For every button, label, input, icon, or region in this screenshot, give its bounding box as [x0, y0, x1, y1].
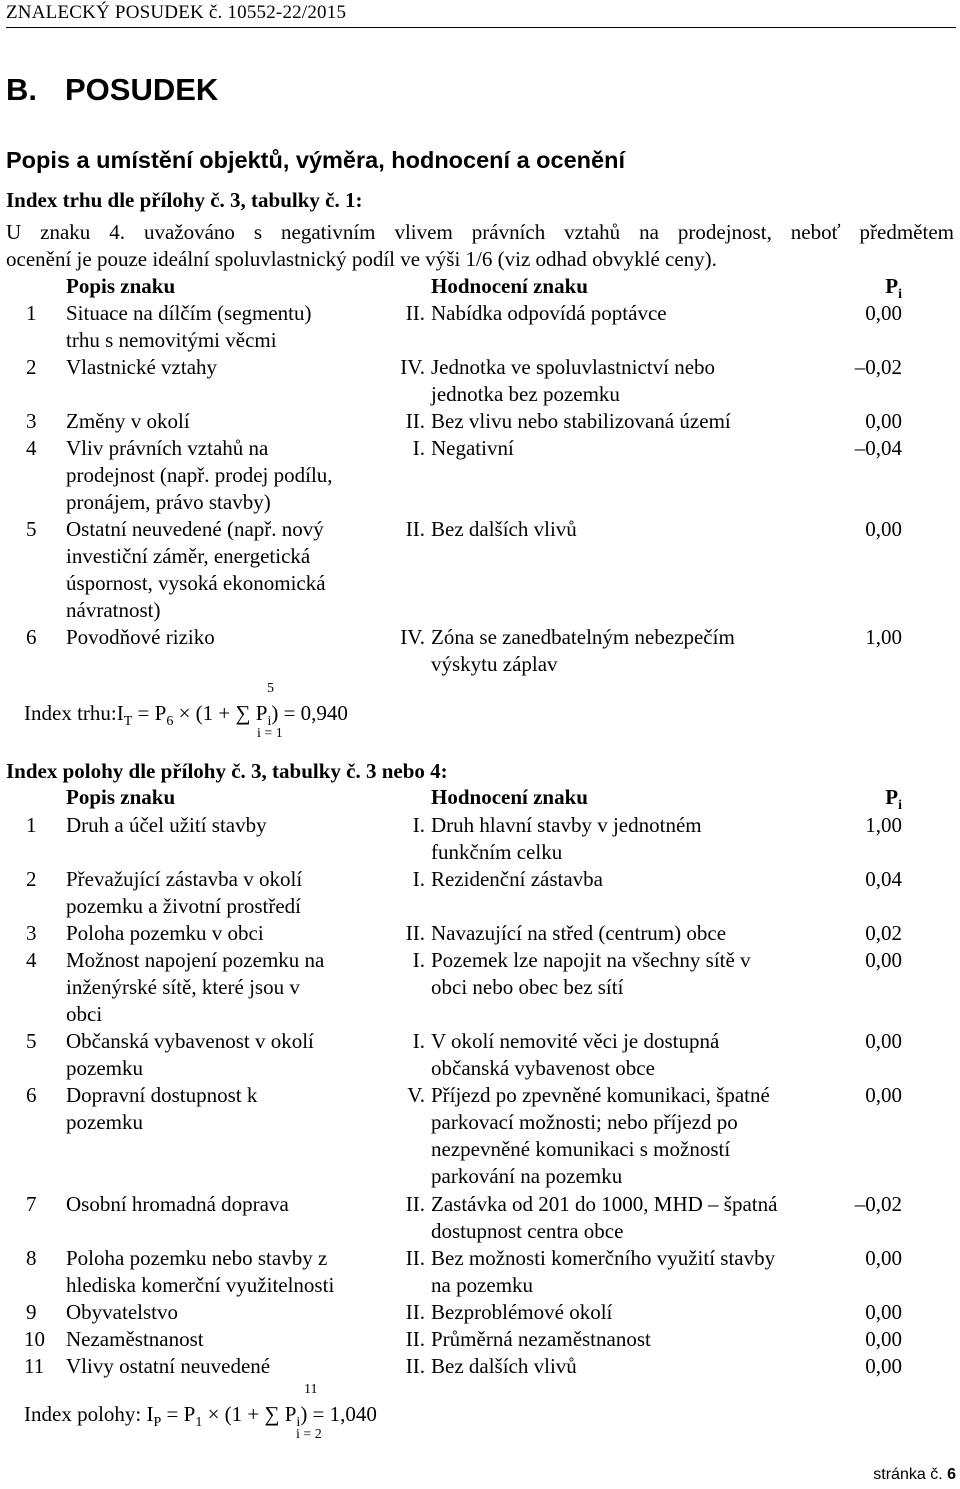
row-grade: I.	[412, 813, 425, 837]
row-evaluation: Jednotka ve spoluvlastnictví nebo jednotka bez pozemku	[431, 355, 716, 406]
sigma-symbol: ∑	[264, 1402, 280, 1426]
formula-label: Index polohy: I	[24, 1402, 154, 1426]
row-number: 1	[26, 813, 37, 837]
row-evaluation: Bez dalších vlivů	[431, 1354, 577, 1378]
row-number: 8	[26, 1246, 37, 1270]
row-value: 0,00	[865, 1083, 902, 1107]
row-description: Poloha pozemku v obci	[66, 921, 264, 945]
row-evaluation: V okolí nemovité věci je dostupná občanská vybavenost obce	[431, 1029, 720, 1080]
row-description: Povodňové riziko	[66, 625, 215, 649]
column-header-evaluation: Hodnocení znaku	[431, 274, 588, 298]
row-value: 1,00	[865, 813, 902, 837]
row-value: 0,00	[865, 517, 902, 541]
row-grade: II.	[405, 921, 425, 945]
row-evaluation: Nabídka odpovídá poptávce	[431, 301, 667, 325]
row-grade: II.	[405, 1246, 425, 1270]
row-evaluation: Rezidenční zástavba	[431, 867, 603, 891]
market-index-note	[6, 219, 954, 273]
column-header-p: $P_i$	[885, 785, 902, 814]
sum-lower-limit: i = 1	[257, 726, 283, 741]
row-number: 4	[26, 436, 37, 460]
row-number: 10	[24, 1327, 45, 1351]
row-grade: IV.	[400, 355, 425, 379]
formula-sub: i	[267, 714, 272, 730]
header-divider	[6, 27, 956, 28]
row-value: 0,00	[865, 409, 902, 433]
row-evaluation: Zastávka od 201 do 1000, MHD – špatná dostupnost centra obce	[431, 1192, 778, 1243]
row-description: Obyvatelstvo	[66, 1300, 178, 1324]
row-description: Možnost napojení pozemku na inženýrské sítě, které jsou v obci	[66, 948, 325, 1026]
row-description: Poloha pozemku nebo stavby z hlediska komerční využitelnosti	[66, 1246, 335, 1297]
row-description: Osobní hromadná doprava	[66, 1192, 289, 1216]
row-grade: II.	[405, 1354, 425, 1378]
formula-label-sub: P	[153, 1415, 162, 1431]
row-number: 2	[26, 355, 37, 379]
row-value: 0,00	[865, 1246, 902, 1270]
formula-part: = P	[161, 1402, 196, 1426]
formula-sub: 6	[166, 714, 174, 730]
row-value: –0,02	[854, 1192, 902, 1216]
row-value: –0,04	[854, 436, 902, 460]
row-evaluation: Druh hlavní stavby v jednotném funkčním celku	[431, 813, 702, 864]
market-index-formula	[24, 701, 348, 730]
row-number: 1	[26, 301, 37, 325]
row-value: –0,02	[854, 355, 902, 379]
page-label: stránka č.	[873, 1466, 943, 1483]
row-value: 0,00	[865, 1300, 902, 1324]
row-value: 0,04	[865, 867, 902, 891]
row-value: 0,00	[865, 1327, 902, 1351]
row-value: 0,02	[865, 921, 902, 945]
row-number: 6	[26, 1083, 37, 1107]
row-description: Vlastnické vztahy	[66, 355, 218, 379]
row-grade: I.	[412, 1029, 425, 1053]
row-evaluation: Příjezd po zpevněné komunikaci, špatné parkovací možnosti; nebo příjezd po nezpevněné komunikaci s možností parkování na pozemku	[431, 1083, 770, 1188]
row-value: 0,00	[865, 1354, 902, 1378]
row-grade: IV.	[400, 625, 425, 649]
sum-upper-limit: 5	[267, 681, 274, 696]
row-evaluation: Bezproblémové okolí	[431, 1300, 613, 1324]
row-grade: II.	[405, 409, 425, 433]
market-index-note-line-1: U znaku 4. uvažováno s negativním vlivem právních vztahů na prodejnost, neboť předmětem	[6, 220, 954, 244]
sum-upper-limit: 11	[304, 1382, 318, 1397]
row-number: 4	[26, 948, 37, 972]
row-number: 7	[26, 1192, 37, 1216]
market-index-heading: Index trhu dle přílohy č. 3, tabulky č. 1:	[6, 188, 363, 212]
row-evaluation: Pozemek lze napojit na všechny sítě v obci nebo obec bez sítí	[431, 948, 751, 999]
row-number: 9	[26, 1300, 37, 1324]
row-evaluation: Zóna se zanedbatelným nebezpečím výskytu záplav	[431, 625, 735, 676]
row-description: Dopravní dostupnost k pozemku	[66, 1083, 258, 1134]
row-evaluation: Bez možnosti komerčního využití stavby na pozemku	[431, 1246, 776, 1297]
sigma-symbol: ∑	[235, 701, 251, 725]
row-value: 0,00	[865, 1029, 902, 1053]
row-description: Změny v okolí	[66, 409, 190, 433]
row-description: Druh a účel užití stavby	[66, 813, 267, 837]
row-grade: II.	[405, 517, 425, 541]
location-index-heading: Index polohy dle přílohy č. 3, tabulky č. 3 nebo 4:	[6, 759, 448, 783]
formula-part: × (1 +	[173, 701, 236, 725]
row-description: Vlivy ostatní neuvedené	[66, 1354, 271, 1378]
page-number: 6	[947, 1466, 956, 1483]
column-header-description: Popis znaku	[66, 274, 176, 298]
row-number: 3	[26, 409, 37, 433]
formula-result: ) = 0,940	[271, 701, 348, 725]
formula-result: ) = 1,040	[300, 1402, 377, 1426]
row-evaluation: Bez vlivu nebo stabilizovaná území	[431, 409, 731, 433]
formula-sub: i	[296, 1415, 301, 1431]
row-evaluation: Průměrná nezaměstnanost	[431, 1327, 651, 1351]
page-subtitle: Popis a umístění objektů, výměra, hodnocení a ocenění	[6, 147, 625, 173]
row-evaluation: Negativní	[431, 436, 514, 460]
section-heading	[6, 72, 218, 108]
row-grade: I.	[412, 436, 425, 460]
row-description: Převažující zástavba v okolí pozemku a životní prostředí	[66, 867, 303, 918]
row-number: 3	[26, 921, 37, 945]
row-value: 0,00	[865, 948, 902, 972]
row-grade: II.	[405, 301, 425, 325]
row-grade: I.	[412, 867, 425, 891]
market-index-note-line-2: ocenění je pouze ideální spoluvlastnický podíl ve výši 1/6 (viz odhad obvyklé ceny).	[6, 247, 717, 271]
column-header-evaluation: Hodnocení znaku	[431, 785, 588, 809]
row-number: 2	[26, 867, 37, 891]
row-evaluation: Bez dalších vlivů	[431, 517, 577, 541]
location-index-formula	[24, 1402, 377, 1431]
formula-label-sub: T	[123, 714, 133, 730]
page-footer	[873, 1466, 956, 1484]
section-title: POSUDEK	[65, 72, 219, 107]
formula-part: P	[279, 1402, 297, 1426]
formula-sub: 1	[195, 1415, 203, 1431]
row-grade: II.	[405, 1192, 425, 1216]
row-number: 11	[24, 1354, 45, 1378]
formula-part: = P	[132, 701, 167, 725]
row-description: Ostatní neuvedené (např. nový investiční záměr, energetická úspornost, vysoká ekonomická návratnost)	[66, 517, 326, 622]
row-description: Nezaměstnanost	[66, 1327, 204, 1351]
row-description: Vliv právních vztahů na prodejnost (např. prodej podílu, pronájem, právo stavby)	[66, 436, 333, 514]
row-grade: V.	[407, 1083, 425, 1107]
row-description: Občanská vybavenost v okolí pozemku	[66, 1029, 314, 1080]
row-number: 5	[26, 1029, 37, 1053]
section-letter: B.	[6, 72, 37, 107]
row-value: 0,00	[865, 301, 902, 325]
row-number: 5	[26, 517, 37, 541]
row-description: Situace na dílčím (segmentu) trhu s nemovitými věcmi	[66, 301, 312, 352]
row-grade: II.	[405, 1327, 425, 1351]
row-grade: I.	[412, 948, 425, 972]
document-title: ZNALECKÝ POSUDEK č. 10552-22/2015	[6, 2, 347, 23]
formula-part: P	[250, 701, 268, 725]
row-evaluation: Navazující na střed (centrum) obce	[431, 921, 727, 945]
column-header-p: $P_i$	[885, 274, 902, 303]
formula-part: × (1 +	[202, 1402, 265, 1426]
row-number: 6	[26, 625, 37, 649]
formula-label: Index trhu:I	[24, 701, 124, 725]
column-header-description: Popis znaku	[66, 785, 176, 809]
row-grade: II.	[405, 1300, 425, 1324]
row-value: 1,00	[865, 625, 902, 649]
sum-lower-limit: i = 2	[296, 1427, 322, 1442]
